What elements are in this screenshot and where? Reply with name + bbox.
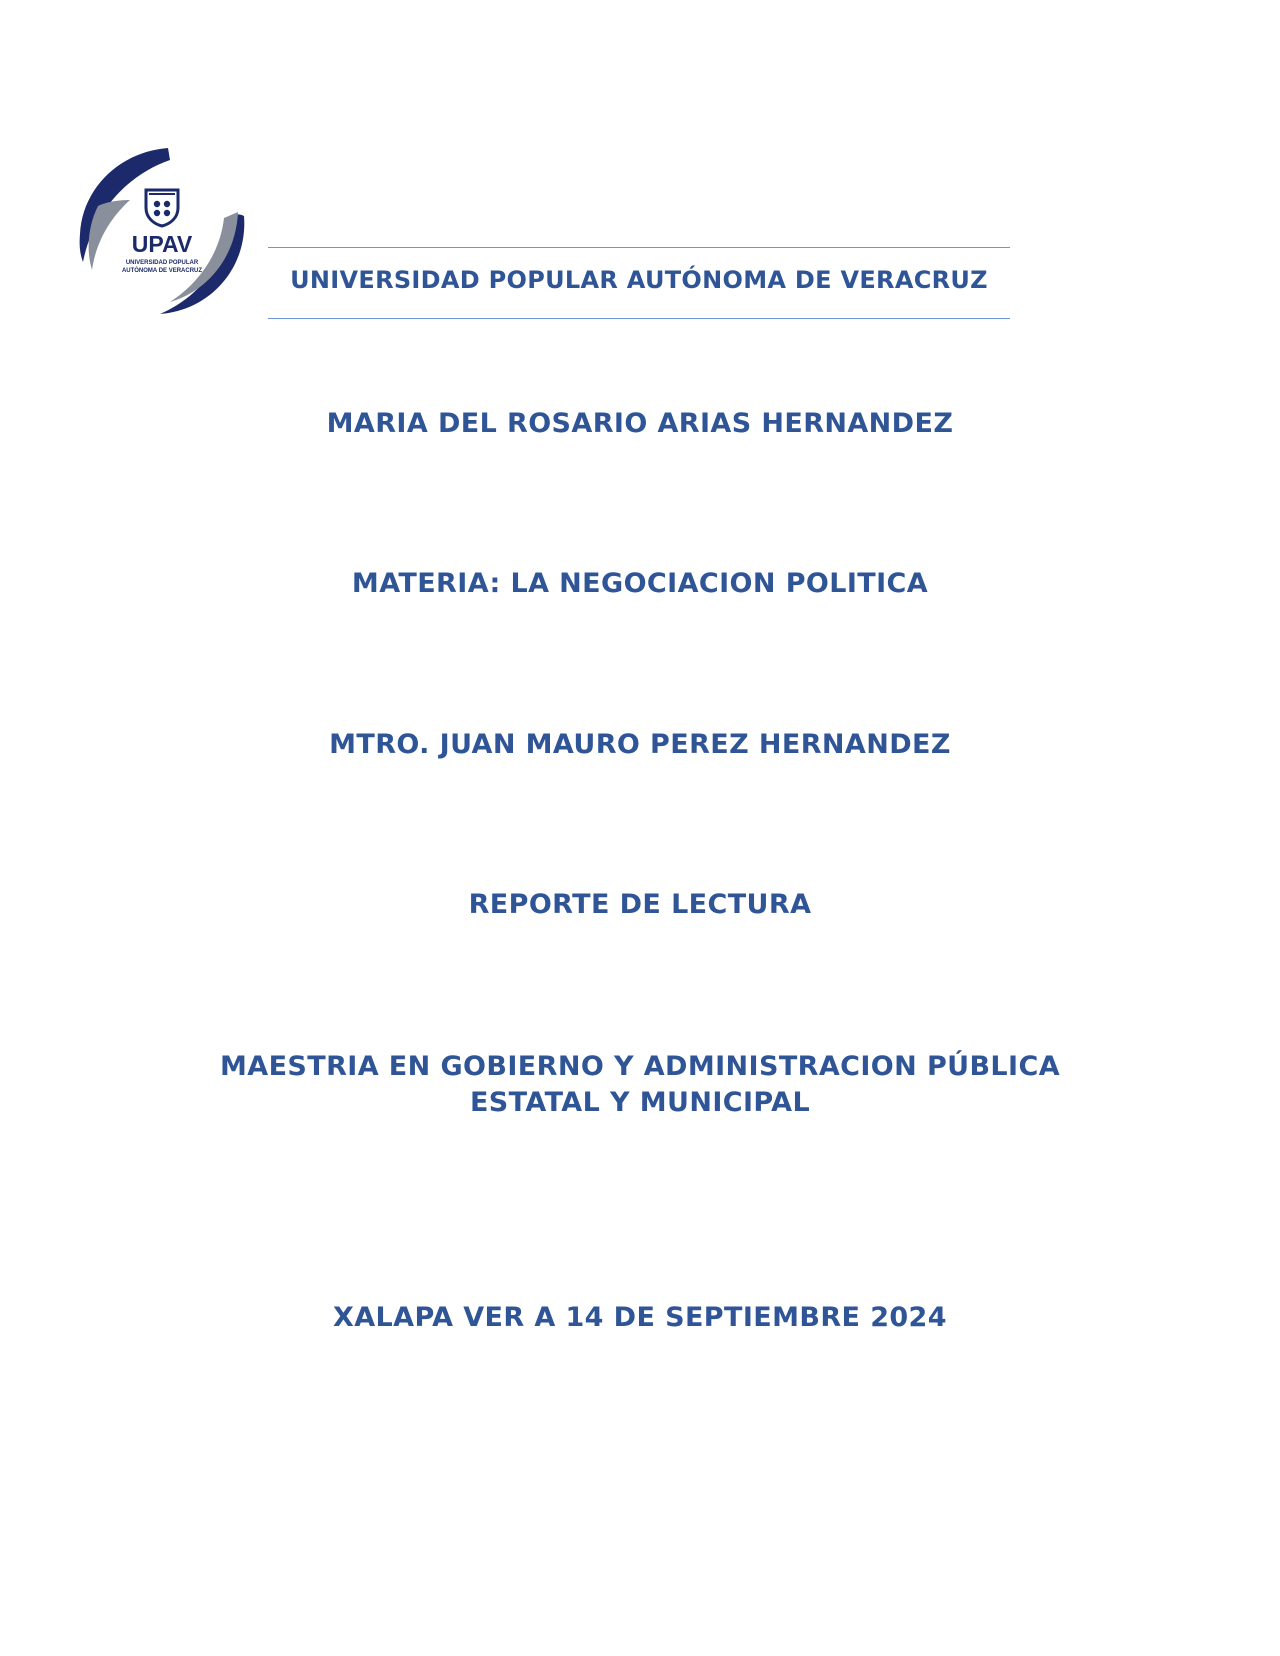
teacher-name: MTRO. JUAN MAURO PEREZ HERNANDEZ <box>329 729 951 760</box>
upav-logo-graphic <box>78 146 248 316</box>
program-line-1: MAESTRIA EN GOBIERNO Y ADMINISTRACION PÚBLICA <box>220 1051 1060 1082</box>
logo-subtext-line1: UNIVERSIDAD POPULAR <box>125 260 199 266</box>
subject-line: MATERIA: LA NEGOCIACION POLITICA <box>351 568 929 599</box>
place-date: XALAPA VER A 14 DE SEPTIEMBRE 2024 <box>333 1302 947 1333</box>
logo-subtext-line2: AUTÓNOMA DE VERACRUZ <box>121 268 203 274</box>
program-line-2: ESTATAL Y MUNICIPAL <box>469 1087 811 1118</box>
upav-logo <box>78 146 248 316</box>
header-rule-top <box>268 247 1010 248</box>
logo-text: UPAV <box>131 231 193 257</box>
shield-emblem-icon <box>146 190 178 226</box>
university-name: UNIVERSIDAD POPULAR AUTÓNOMA DE VERACRUZ <box>290 266 988 294</box>
report-type: REPORTE DE LECTURA <box>468 889 812 920</box>
student-name: MARIA DEL ROSARIO ARIAS HERNANDEZ <box>326 408 954 439</box>
header-rule-bottom <box>268 318 1010 319</box>
